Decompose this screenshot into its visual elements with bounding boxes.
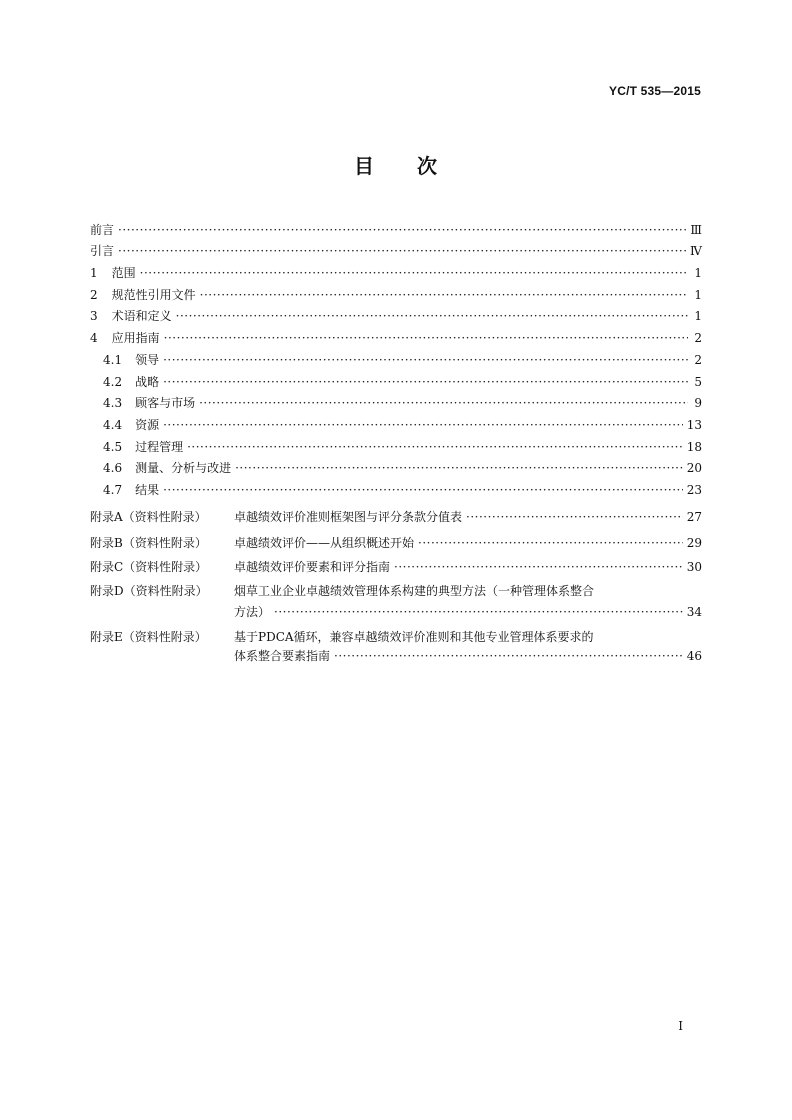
toc-page: 20 [686, 461, 702, 476]
table-of-contents [90, 216, 702, 664]
dot-leader [164, 330, 688, 346]
toc-label: 资源 [135, 417, 160, 432]
dot-leader [394, 559, 683, 575]
toc-entry-4-5[interactable] [90, 433, 702, 455]
toc-number: 4.4 [103, 417, 123, 432]
standard-number: YC/T 535—2015 [609, 84, 701, 98]
dot-leader [200, 287, 688, 303]
toc-page: 30 [686, 559, 702, 574]
toc-label: 范围 [111, 266, 136, 281]
toc-page: 18 [686, 439, 702, 454]
toc-entry-introduction[interactable] [90, 238, 702, 260]
dot-leader [274, 604, 683, 620]
toc-page: 34 [686, 604, 702, 619]
toc-entry-annex-e-cont[interactable] [90, 645, 702, 664]
toc-number: 2 [90, 287, 98, 302]
toc-label: 卓越绩效评价要素和评分指南 [234, 559, 391, 574]
toc-label-cont: 体系整合要素指南 [234, 648, 331, 663]
toc-entry-4-6[interactable] [90, 455, 702, 477]
dot-leader [118, 222, 686, 238]
dot-leader [199, 395, 688, 411]
toc-number: 4.1 [103, 352, 123, 367]
annex-prefix: 附录A（资料性附录） [90, 509, 207, 524]
toc-entry-4-7[interactable] [90, 476, 702, 498]
toc-number: 4.3 [103, 396, 123, 411]
dot-leader [187, 439, 683, 455]
toc-label: 领导 [135, 352, 160, 367]
toc-page: 5 [694, 374, 702, 389]
toc-page: Ⅳ [690, 244, 702, 259]
toc-page: 2 [694, 331, 702, 346]
toc-entry-annex-d-cont[interactable] [90, 599, 702, 620]
toc-label-cont: 方法） [234, 604, 271, 619]
toc-label: 过程管理 [135, 439, 184, 454]
toc-entry-4-1[interactable] [90, 346, 702, 368]
dot-leader [418, 535, 683, 551]
toc-label: 基于PDCA循环，兼容卓越绩效评价准则和其他专业管理体系要求的 [234, 629, 594, 644]
toc-entry-annex-a[interactable] [90, 498, 702, 525]
dot-leader [235, 460, 683, 476]
annex-prefix: 附录B（资料性附录） [90, 535, 207, 550]
toc-number: 4.7 [103, 482, 123, 497]
toc-label: 测量、分析与改进 [135, 461, 232, 476]
toc-page: 1 [694, 266, 702, 281]
toc-label: 术语和定义 [111, 309, 172, 324]
dot-leader [176, 308, 688, 324]
toc-label: 引言 [90, 244, 115, 259]
toc-entry-3[interactable] [90, 303, 702, 325]
dot-leader [118, 243, 686, 259]
toc-page: 9 [694, 396, 702, 411]
toc-number: 4 [90, 331, 98, 346]
page-number-footer: I [678, 1019, 683, 1033]
toc-number: 4.2 [103, 374, 123, 389]
annex-prefix: 附录D（资料性附录） [90, 583, 208, 598]
page-title: 目 次 [354, 154, 438, 178]
toc-label: 前言 [90, 222, 115, 237]
toc-label: 战略 [135, 374, 160, 389]
dot-leader [163, 417, 683, 433]
toc-number: 4.5 [103, 439, 123, 454]
toc-entry-4-3[interactable] [90, 390, 702, 412]
toc-label: 应用指南 [111, 331, 160, 346]
toc-page: Ⅲ [690, 222, 702, 237]
toc-page: 1 [694, 287, 702, 302]
toc-page: 1 [694, 309, 702, 324]
toc-page: 13 [686, 417, 702, 432]
toc-entry-4-4[interactable] [90, 411, 702, 433]
annex-prefix: 附录E（资料性附录） [90, 629, 207, 644]
toc-label: 卓越绩效评价——从组织概述开始 [234, 535, 415, 550]
toc-entry-foreword[interactable] [90, 216, 702, 238]
toc-entry-annex-c[interactable] [90, 551, 702, 575]
toc-page: 23 [686, 482, 702, 497]
toc-entry-annex-b[interactable] [90, 525, 702, 551]
toc-label: 顾客与市场 [135, 396, 196, 411]
dot-leader [163, 374, 688, 390]
dot-leader [334, 648, 683, 664]
toc-label: 烟草工业企业卓越绩效管理体系构建的典型方法（一种管理体系整合 [234, 583, 595, 598]
toc-page: 27 [686, 509, 702, 524]
toc-page: 29 [686, 535, 702, 550]
toc-label: 卓越绩效评价准则框架图与评分条款分值表 [234, 509, 463, 524]
toc-page: 2 [694, 352, 702, 367]
dot-leader [163, 482, 683, 498]
toc-entry-annex-e[interactable] [90, 620, 702, 645]
toc-page: 46 [686, 648, 702, 663]
toc-entry-4-2[interactable] [90, 368, 702, 390]
toc-entry-1[interactable] [90, 259, 702, 281]
toc-label: 结果 [135, 482, 160, 497]
toc-entry-annex-d[interactable] [90, 575, 702, 599]
toc-entry-2[interactable] [90, 281, 702, 303]
toc-entry-4[interactable] [90, 324, 702, 346]
dot-leader [140, 265, 688, 281]
toc-number: 3 [90, 309, 98, 324]
dot-leader [466, 509, 683, 525]
annex-prefix: 附录C（资料性附录） [90, 559, 208, 574]
toc-number: 1 [90, 266, 98, 281]
dot-leader [163, 352, 688, 368]
toc-label: 规范性引用文件 [111, 287, 196, 302]
toc-number: 4.6 [103, 461, 123, 476]
